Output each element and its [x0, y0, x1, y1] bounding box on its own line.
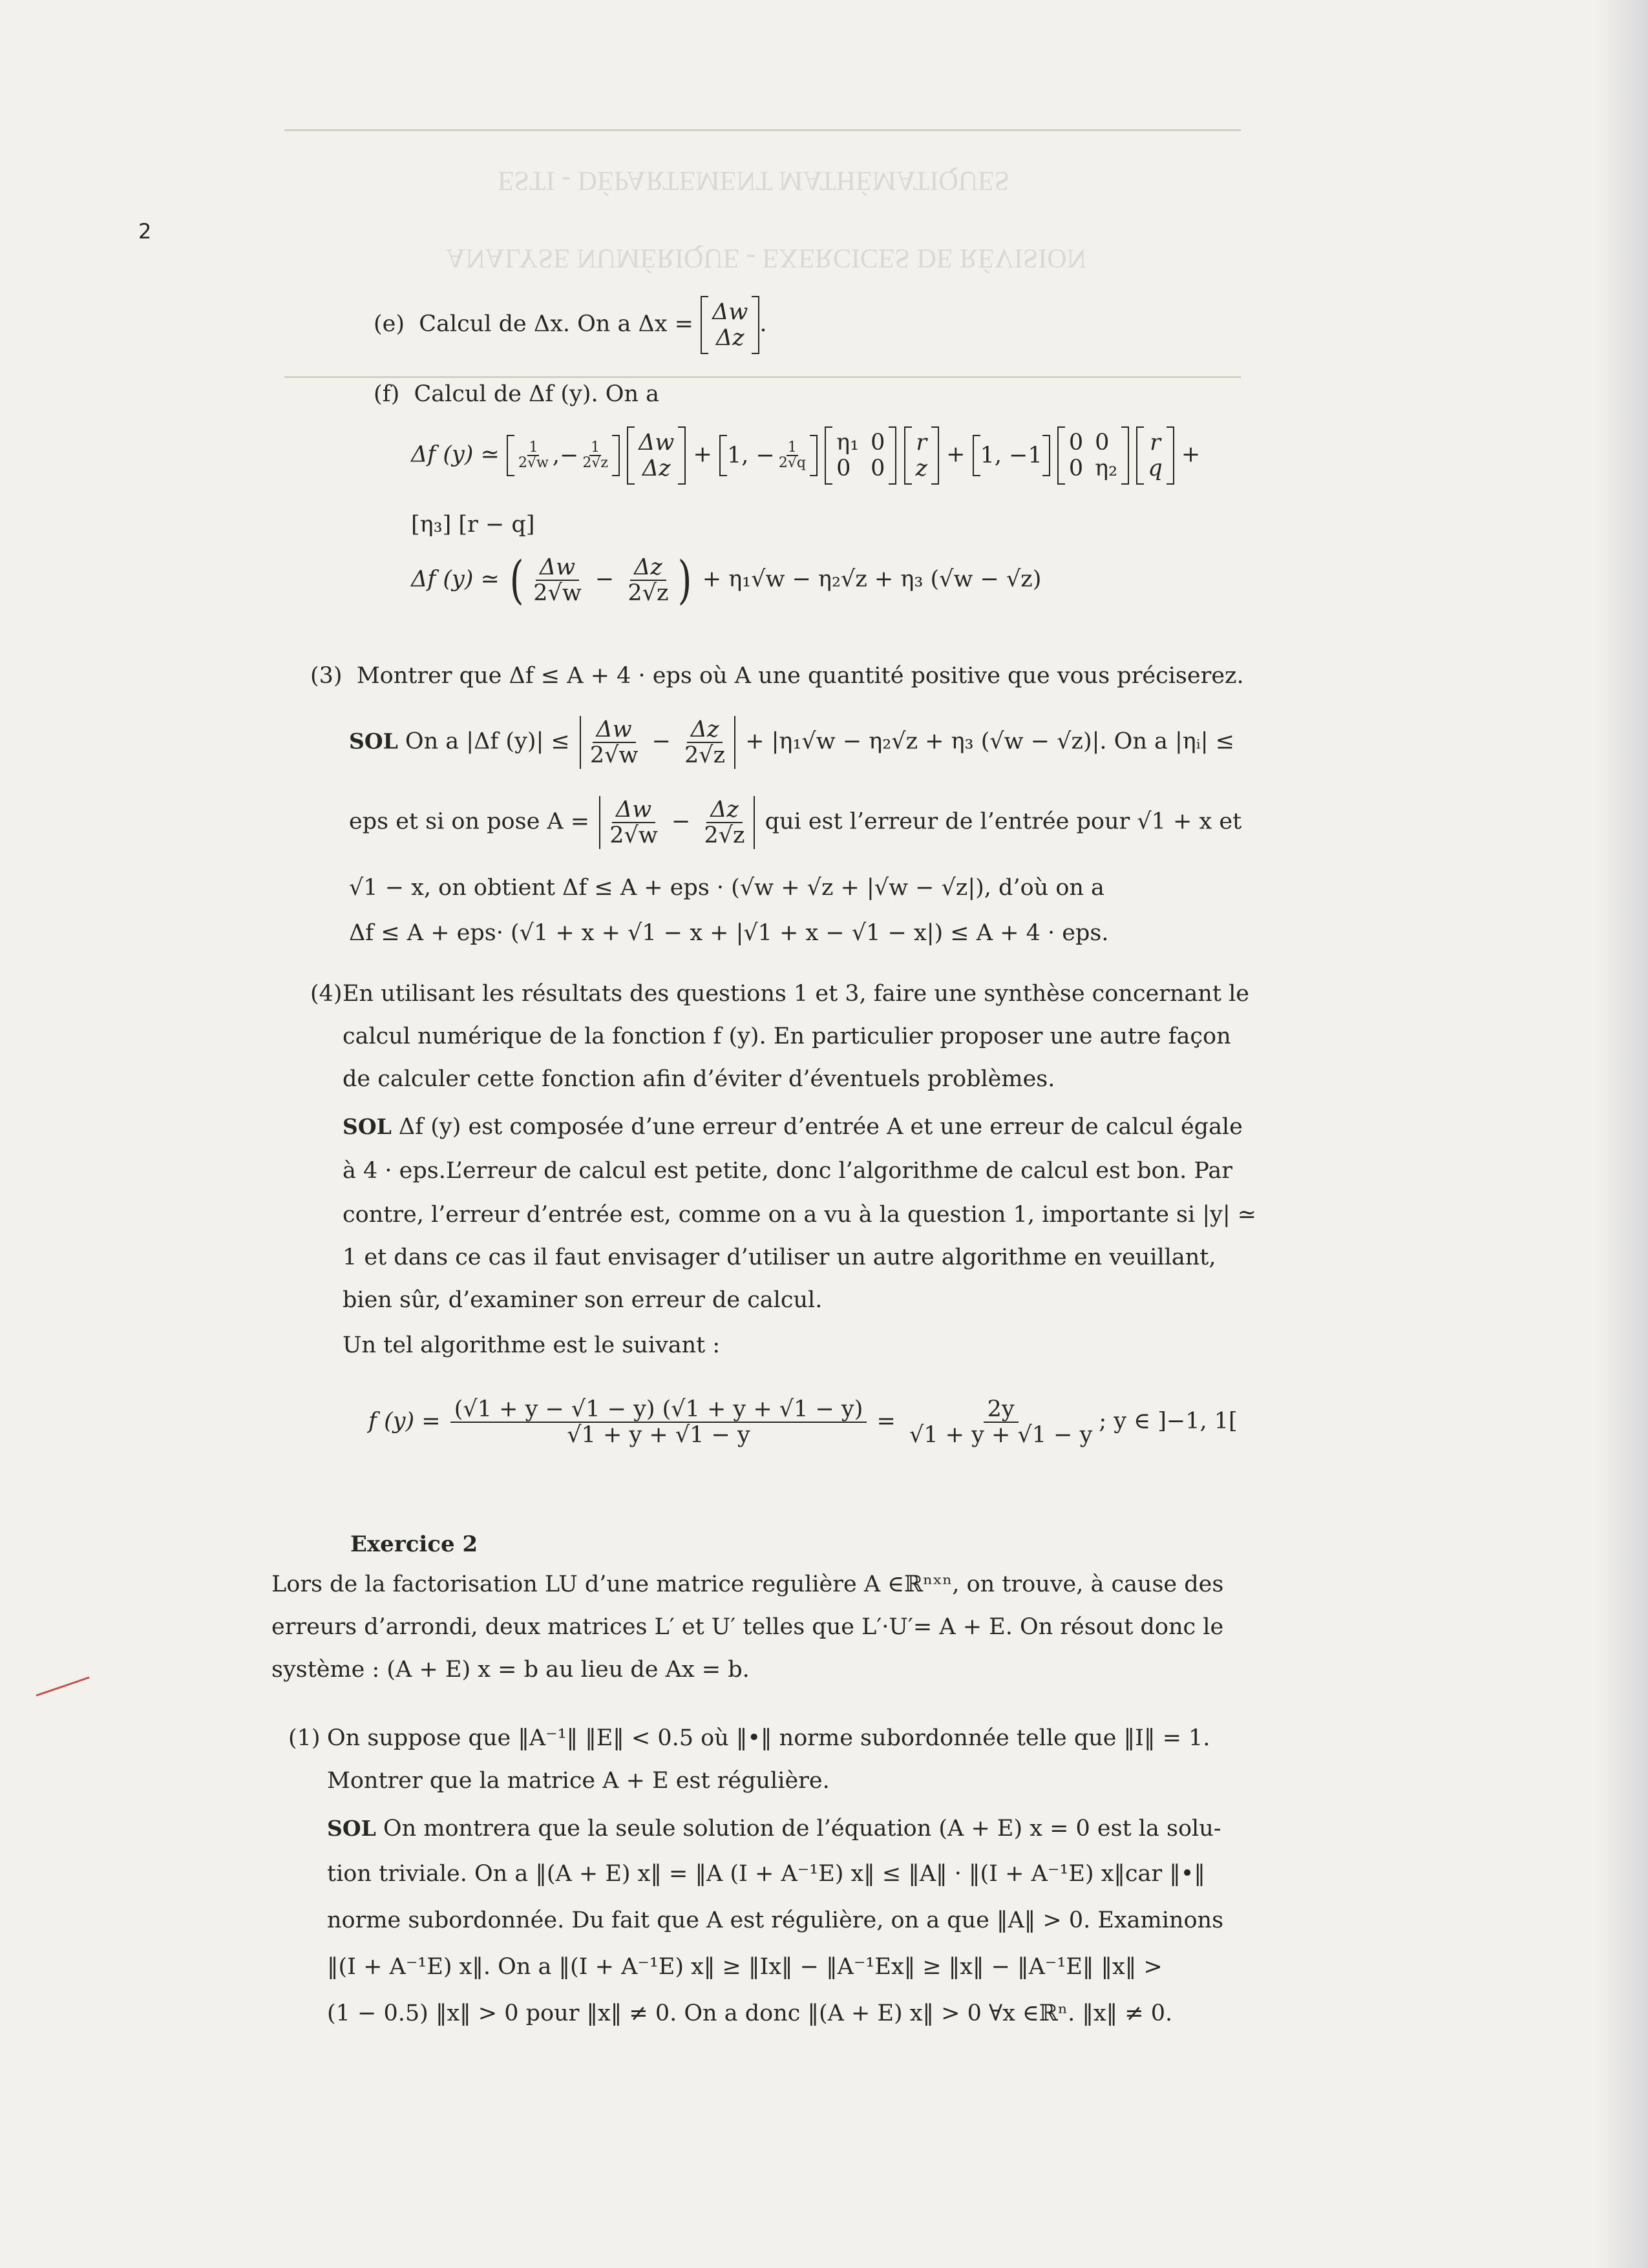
exercise-2-title: Exercice 2: [350, 1531, 478, 1557]
ghost-header-1: ESTI - DÉPARTEMENT MATHÉMATIQUES: [498, 165, 1009, 195]
ex2-question-1-label: (1): [288, 1725, 321, 1751]
question-4-line-1: En utilisant les résultats des questions 1 et 3, faire une synthèse concernant le: [343, 981, 1249, 1007]
question-3-label: (3): [310, 663, 343, 689]
ex2-question-1-line-1: On suppose que ‖A⁻¹‖ ‖E‖ < 0.5 où ‖•‖ norme subordonnée telle que ‖I‖ = 1.: [327, 1725, 1210, 1751]
ex2-solution-line-1: SOL On montrera que la seule solution de l’équation (A + E) x = 0 est la solu-: [327, 1816, 1221, 1842]
q4-solution-line-5: bien sûr, d’examiner son erreur de calcul.: [343, 1287, 823, 1313]
ex2-solution-line-2: tion triviale. On a ‖(A + E) x‖ = ‖A (I + A⁻¹E) x‖ ≤ ‖A‖ · ‖(I + A⁻¹E) x‖car ‖•‖: [327, 1861, 1205, 1887]
q4-solution-line-2: à 4 · eps.L’erreur de calcul est petite, donc l’algorithme de calcul est bon. Par: [343, 1158, 1232, 1184]
ghost-rule-top: [284, 129, 1241, 131]
item-f: [374, 380, 659, 408]
sol-tag: SOL: [327, 1816, 376, 1841]
delta-f-equation-1-cont: [η₃] [r − q]: [411, 512, 535, 538]
question-4-label: (4): [310, 981, 343, 1007]
exercise-2-intro-2: erreurs d’arrondi, deux matrices L′ et U′ telles que L′·U′= A + E. On résout donc le: [271, 1614, 1224, 1640]
algorithm-intro: Un tel algorithme est le suivant :: [343, 1332, 721, 1358]
ex2-solution-line-4: ‖(I + A⁻¹E) x‖. On a ‖(I + A⁻¹E) x‖ ≥ ‖Ix‖ − ‖A⁻¹Ex‖ ≥ ‖x‖ − ‖A⁻¹E‖ ‖x‖ >: [327, 1954, 1163, 1980]
ex2-question-1-line-2: Montrer que la matrice A + E est régulière.: [327, 1768, 830, 1794]
ghost-header-2: ANALYSE NUMÉRIQUE - EXERCICES DE RÉVISION: [446, 243, 1086, 273]
question-4-line-3: de calculer cette fonction afin d’éviter d’éventuels problèmes.: [343, 1066, 1055, 1092]
sol-tag: SOL: [349, 728, 398, 754]
ghost-rule-bottom: [284, 376, 1241, 378]
algorithm-formula: f (y) = $\frac{(√1 + y - √1 - y) (√1 + y + √1 - y)}{√1 + y + √1 - y}$ = $\frac{2y}{√1 + y + √1 - y}$ ; y ∈ ]−1, 1[: [368, 1396, 1238, 1448]
q3-solution-line-3: √1 − x, on obtient Δf ≤ A + eps · (√w + √z + |√w − √z|), d’où on a: [349, 875, 1104, 901]
q3-solution-line-1: SOL On a |Δf (y)| ≤ $\frac{\Delta w}{2√w}$ − $\frac{\Delta z}{2√z}$ + |η₁√w − η₂√z + η₃ (√w − √z)|. On a |ηᵢ| ≤: [349, 717, 1235, 768]
question-3: [310, 662, 1244, 690]
question-3-text: Montrer que Δf ≤ A + 4 · eps où A une quantité positive que vous préciserez.: [356, 663, 1244, 689]
sol-tag: SOL: [343, 1114, 392, 1139]
scan-edge-shadow: [1596, 0, 1648, 2268]
question-4-line-2: calcul numérique de la fonction f (y). En particulier proposer une autre façon: [343, 1024, 1231, 1049]
ex2-solution-line-3: norme subordonnée. Du fait que A est régulière, on a que ‖A‖ > 0. Examinons: [327, 1907, 1224, 1933]
item-e: (e) Calcul de Δx. On a Δx = Δw Δz .: [374, 296, 766, 354]
delta-x-vector: Δw Δz: [701, 296, 759, 354]
delta-f-equation-2: Δf (y) ≃ ( $\frac{\Delta w}{2√w}$ − $\frac{\Delta z}{2√z}$ ) + η₁√w − η₂√z + η₃ (√w − √z): [411, 550, 1042, 610]
exercise-2-intro-3: système : (A + E) x = b au lieu de Ax = b.: [271, 1657, 750, 1683]
item-f-text: Calcul de Δf (y). On a: [414, 381, 659, 407]
q4-solution-line-4: 1 et dans ce cas il faut envisager d’utiliser un autre algorithme en veuillant,: [343, 1244, 1216, 1270]
q3-solution-line-4: Δf ≤ A + eps· (√1 + x + √1 − x + |√1 + x − √1 − x|) ≤ A + 4 · eps.: [349, 920, 1109, 946]
q4-solution-line-3: contre, l’erreur d’entrée est, comme on a vu à la question 1, importante si |y| ≃: [343, 1202, 1257, 1228]
pen-mark: [34, 1674, 92, 1699]
exercise-2-intro-1: Lors de la factorisation LU d’une matrice regulière A ∈ℝⁿˣⁿ, on trouve, à cause des: [271, 1571, 1224, 1597]
page-number: 2: [138, 219, 152, 244]
ex2-solution-line-5: (1 − 0.5) ‖x‖ > 0 pour ‖x‖ ≠ 0. On a donc ‖(A + E) x‖ > 0 ∀x ∈ℝⁿ. ‖x‖ ≠ 0.: [327, 2000, 1173, 2026]
item-e-text: Calcul de Δx. On a Δx =: [419, 311, 693, 337]
item-e-label: (e): [374, 311, 405, 337]
q4-solution-line-1: SOL Δf (y) est composée d’une erreur d’entrée A et une erreur de calcul égale: [343, 1114, 1243, 1140]
item-f-label: (f): [374, 381, 400, 407]
q3-solution-line-2: eps et si on pose A = $\frac{\Delta w}{2√w}$ − $\frac{\Delta z}{2√z}$ qui est l’erreur de l’entrée pour √1 + x et: [349, 797, 1242, 848]
delta-f-equation-1: Δf (y) ≃ $\frac{1}{2√w}$ , − $\frac{1}{2√z}$ Δw Δz + 1 , − $\frac{1}{2√q}$ η₁ 0 0 0 r z + 1 , −1 0 0 0 η₂ r q +: [411, 426, 1200, 485]
